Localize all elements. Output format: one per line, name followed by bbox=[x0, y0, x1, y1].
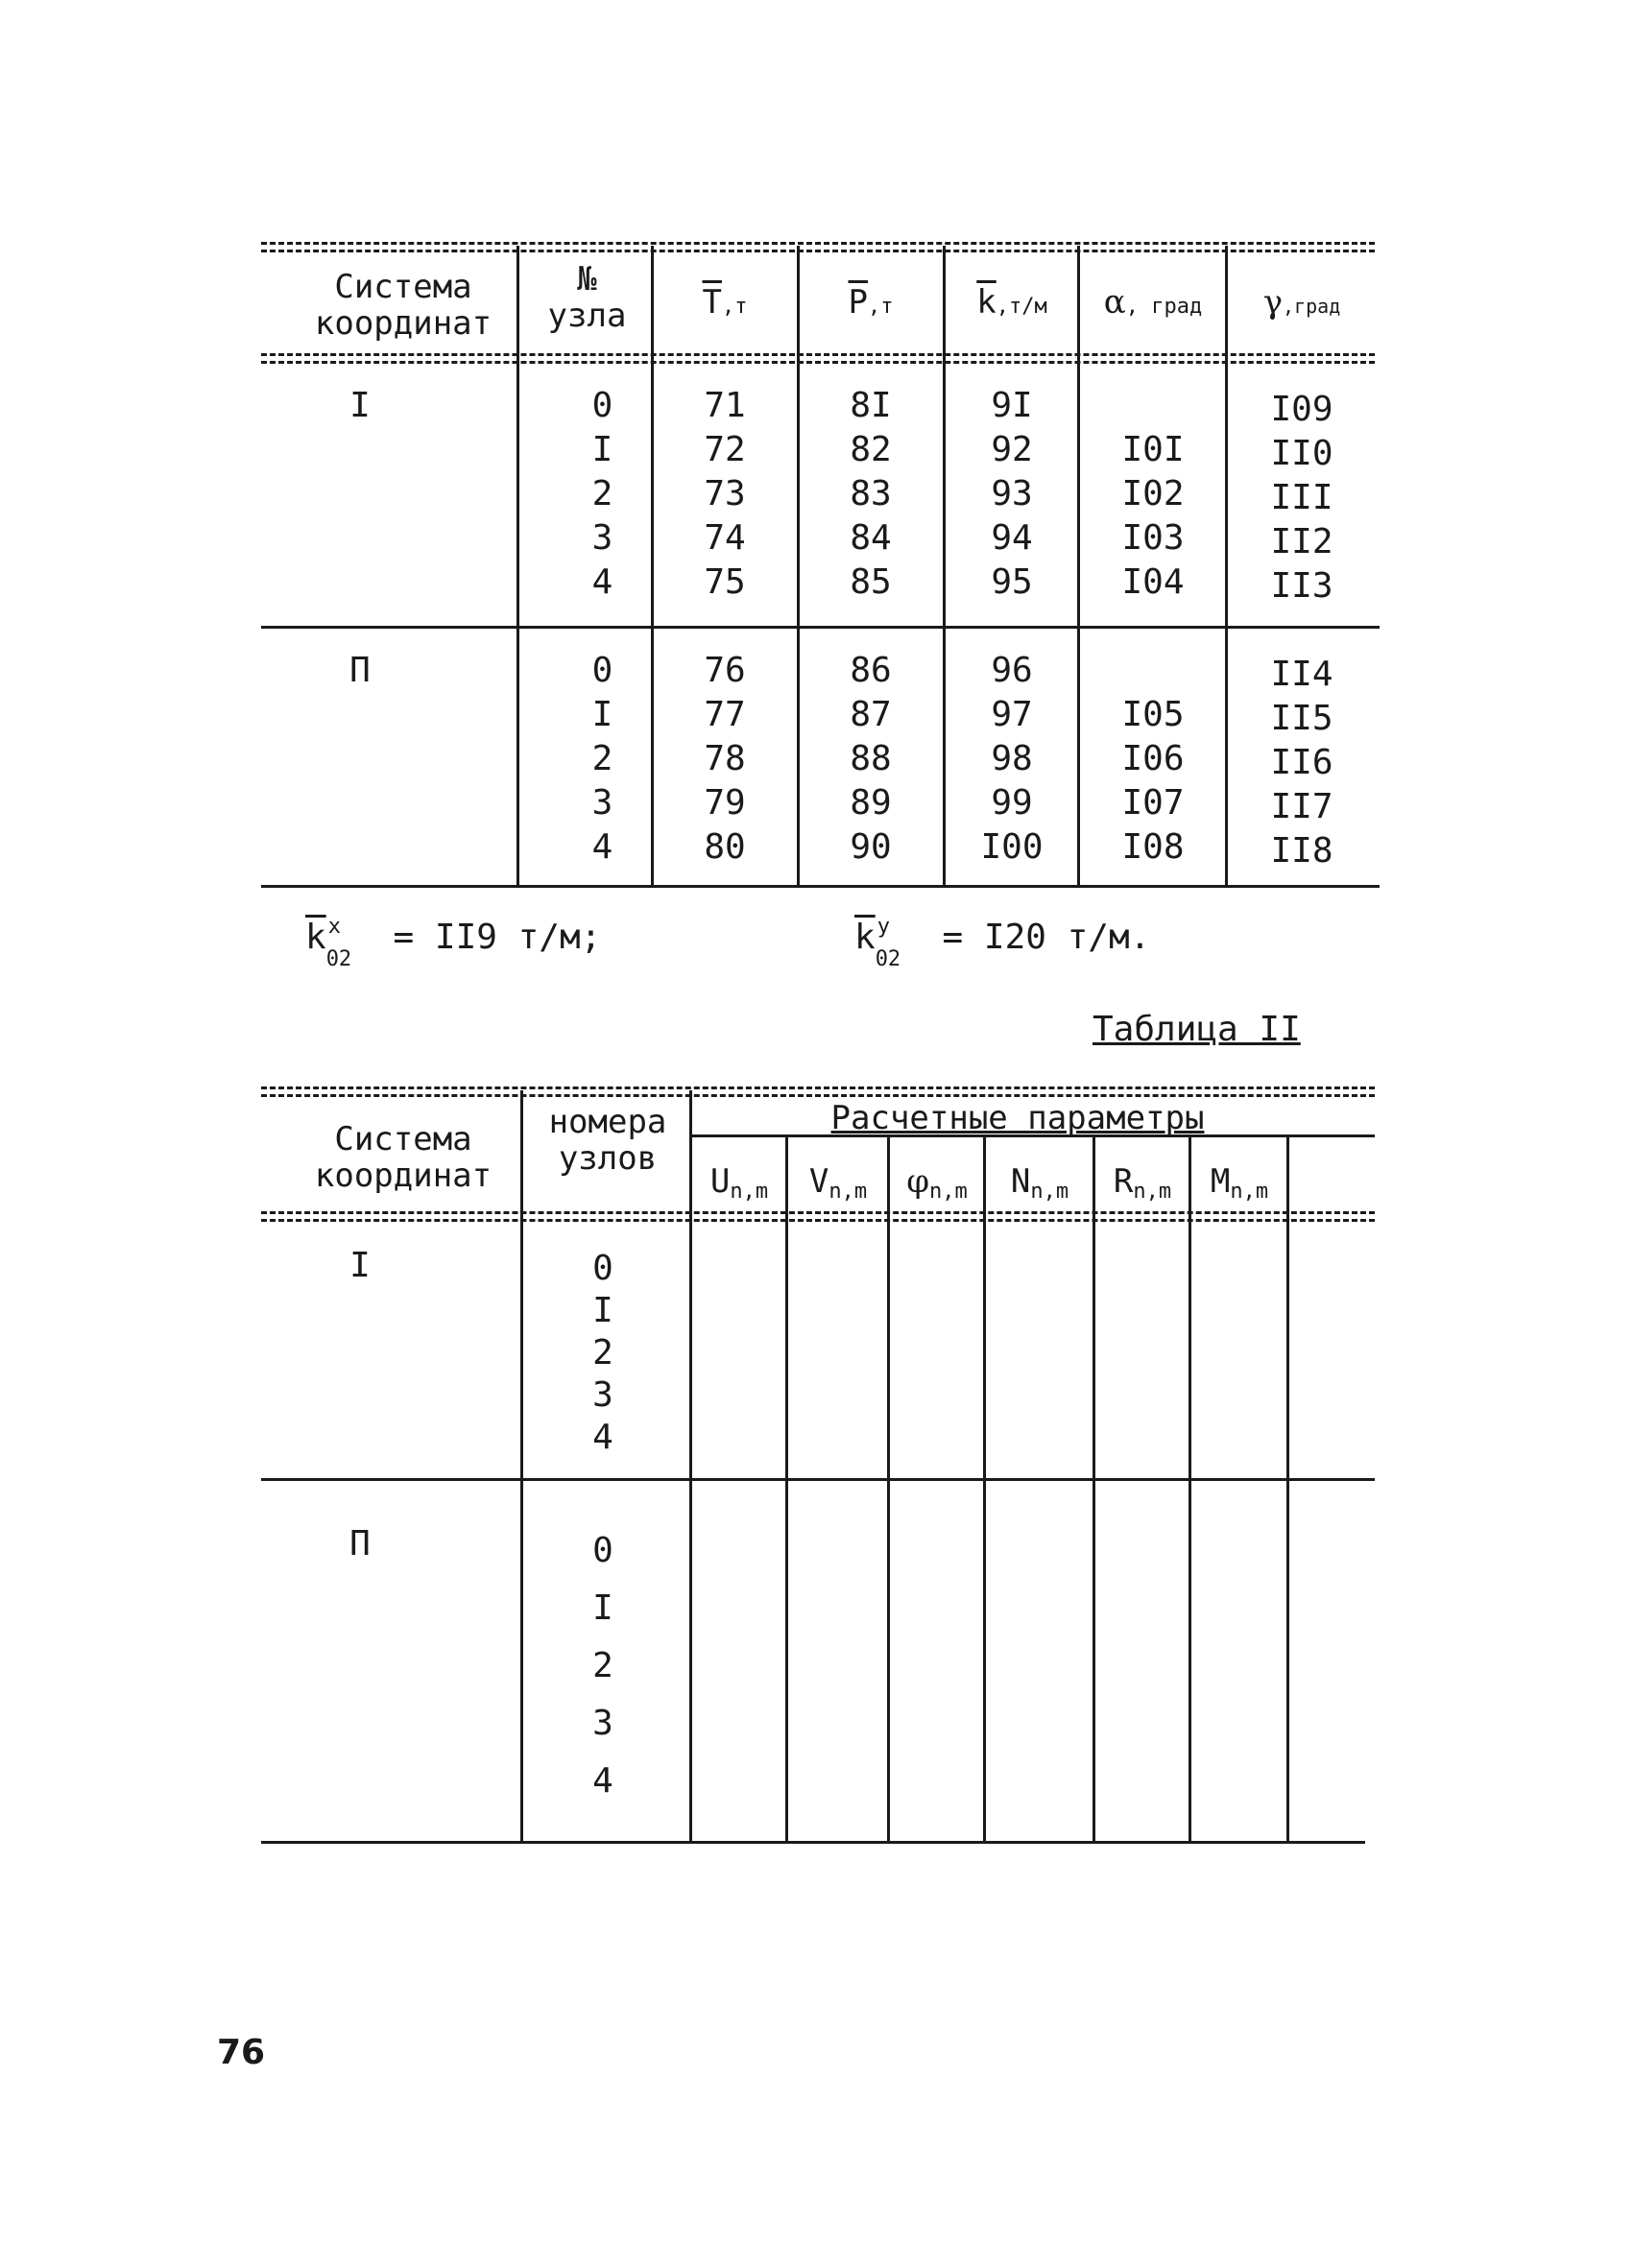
note-left-symbol: $\overline{k}$ bbox=[305, 918, 326, 957]
header-gamma-unit: ,град bbox=[1283, 295, 1341, 318]
table-2-top-rule-2 bbox=[261, 1094, 1375, 1097]
col-V-sub: n,m bbox=[829, 1180, 868, 1204]
table-1-group-2-k: 96 97 98 99 I00 bbox=[980, 651, 1044, 867]
table-2-top-rule bbox=[261, 1086, 1375, 1089]
table-2-group-2-nodes: 0 I 2 3 4 bbox=[592, 1531, 613, 1801]
table-2-header-rule bbox=[261, 1211, 1375, 1214]
table-1-top-rule-2 bbox=[261, 250, 1375, 252]
note-right-sub: 02 bbox=[875, 947, 901, 972]
table-1-group-2-P: 86 87 88 89 90 bbox=[850, 651, 892, 867]
note-left-text: = II9 т/м; bbox=[393, 918, 602, 957]
table-1-col-divider bbox=[943, 246, 946, 887]
table-1-group-2-alpha: I05 I06 I07 I08 bbox=[1121, 695, 1185, 867]
table-2-group-2-system: П bbox=[349, 1524, 371, 1564]
table-1-group-1-gamma: I09 II0 III II2 II3 bbox=[1270, 390, 1333, 606]
table-2-caption: Таблица II bbox=[1093, 1010, 1301, 1049]
table-2-header-V bbox=[789, 1163, 887, 1210]
header-P-symbol: $\overline{P}$ bbox=[848, 283, 868, 322]
table-2-col-divider bbox=[887, 1134, 890, 1841]
table-1-header-gamma bbox=[1229, 284, 1375, 324]
table-1-group-2-T: 76 77 78 79 80 bbox=[704, 651, 746, 867]
table-2-group-divider bbox=[261, 1478, 1375, 1481]
table-2-header-M bbox=[1192, 1163, 1286, 1210]
table-1-header-system: Система координат bbox=[314, 268, 492, 343]
note-k-02-x bbox=[305, 917, 601, 971]
col-phi-symbol: φ bbox=[906, 1162, 930, 1201]
table-1-group-1-alpha: I0I I02 I03 I04 bbox=[1121, 430, 1185, 602]
table-2-col-divider bbox=[1093, 1134, 1095, 1841]
table-1-col-divider bbox=[1077, 246, 1080, 887]
table-1-group-1-T: 71 72 73 74 75 bbox=[704, 386, 746, 602]
col-U-sub: n,m bbox=[730, 1180, 769, 1204]
header-P-unit: ,т bbox=[867, 295, 894, 319]
page-number: 76 bbox=[217, 2033, 266, 2072]
table-2-group-1-system: I bbox=[349, 1246, 371, 1285]
table-1-header-rule-2 bbox=[261, 361, 1375, 364]
table-2-header-system: Система координат bbox=[314, 1120, 492, 1195]
table-1-header-k bbox=[947, 284, 1077, 325]
table-1-group-2-nodes: 0 I 2 3 4 bbox=[591, 651, 613, 867]
header-T-symbol: $\overline{T}$ bbox=[702, 283, 722, 322]
table-2-col-divider bbox=[520, 1090, 523, 1841]
table-1-bottom-rule bbox=[261, 885, 1380, 888]
table-2-header-phi bbox=[891, 1163, 983, 1210]
col-R-symbol: R bbox=[1113, 1162, 1134, 1201]
table-2-header-N bbox=[987, 1163, 1093, 1210]
table-1-group-2-system: П bbox=[349, 651, 371, 690]
table-1-group-2-gamma: II4 II5 II6 II7 II8 bbox=[1270, 655, 1333, 871]
table-1-group-1-system: I bbox=[349, 386, 371, 425]
table-2-col-divider bbox=[1189, 1134, 1191, 1841]
table-2-col-divider bbox=[983, 1134, 986, 1841]
table-1-header-P bbox=[801, 284, 941, 325]
table-2-col-divider bbox=[1286, 1134, 1289, 1841]
note-left-sub: 02 bbox=[325, 947, 352, 972]
header-T-unit: ,т bbox=[721, 295, 748, 319]
table-2-header-rule-2 bbox=[261, 1219, 1375, 1222]
note-k-02-y bbox=[854, 917, 1150, 971]
table-1-col-divider bbox=[516, 246, 519, 887]
col-N-sub: n,m bbox=[1030, 1180, 1069, 1204]
table-1-header-T bbox=[655, 284, 795, 325]
header-k-unit: ,т/м bbox=[996, 295, 1047, 319]
table-2-col-divider bbox=[785, 1134, 788, 1841]
col-V-symbol: V bbox=[808, 1162, 829, 1201]
note-right-symbol: $\overline{k}$ bbox=[854, 918, 876, 957]
col-phi-sub: n,m bbox=[929, 1180, 968, 1204]
table-2-group-1-nodes: 0 I 2 3 4 bbox=[592, 1249, 613, 1457]
table-2-col-divider bbox=[689, 1090, 692, 1841]
note-left-sup: x bbox=[327, 915, 341, 939]
table-2-header-nodes: номера узлов bbox=[548, 1103, 667, 1178]
header-alpha-symbol: α bbox=[1103, 283, 1126, 322]
col-R-sub: n,m bbox=[1133, 1180, 1172, 1204]
note-right-sup: y bbox=[877, 915, 890, 939]
note-right-text: = I20 т/м. bbox=[942, 918, 1151, 957]
table-2-header-params: Расчетные параметры bbox=[830, 1099, 1205, 1137]
table-2-header-R bbox=[1096, 1163, 1189, 1210]
col-M-sub: n,m bbox=[1230, 1180, 1269, 1204]
table-1-col-divider bbox=[1225, 246, 1228, 887]
table-1-group-1-k: 9I 92 93 94 95 bbox=[991, 386, 1033, 602]
col-U-symbol: U bbox=[709, 1162, 731, 1201]
table-1-group-1-P: 8I 82 83 84 85 bbox=[850, 386, 892, 602]
header-k-symbol: $\overline{k}$ bbox=[976, 283, 997, 322]
table-1-group-1-nodes: 0 I 2 3 4 bbox=[591, 386, 613, 602]
header-gamma-symbol: γ bbox=[1262, 283, 1284, 322]
table-1-header-alpha bbox=[1081, 284, 1225, 325]
table-1-group-divider bbox=[261, 626, 1380, 629]
table-2-header-U bbox=[693, 1163, 785, 1210]
table-1-header-node: № узла bbox=[547, 260, 627, 335]
col-M-symbol: M bbox=[1210, 1162, 1231, 1201]
table-1-top-rule bbox=[261, 242, 1375, 245]
table-1-col-divider bbox=[797, 246, 800, 887]
table-1-header-rule bbox=[261, 353, 1375, 356]
col-N-symbol: N bbox=[1010, 1162, 1031, 1201]
table-2-bottom-rule bbox=[261, 1841, 1365, 1844]
header-alpha-unit: , град bbox=[1125, 295, 1203, 319]
